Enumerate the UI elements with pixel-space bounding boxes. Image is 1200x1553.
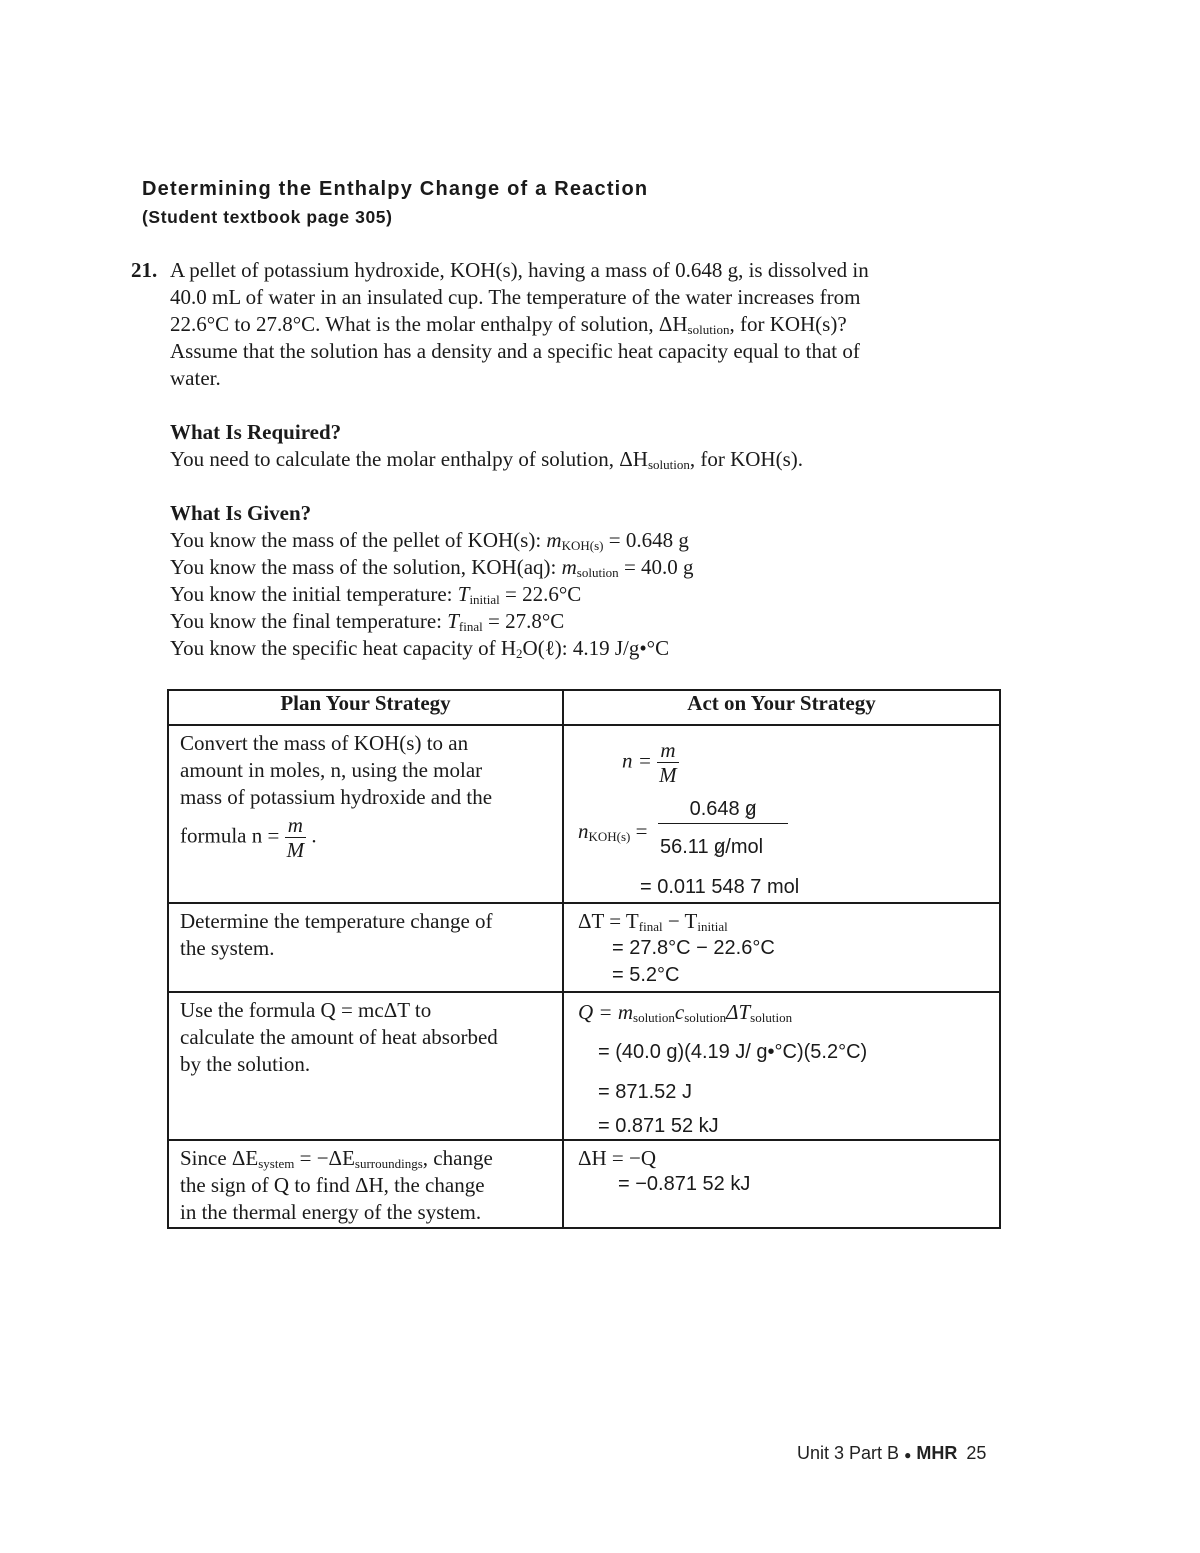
- publisher-brand: MHR: [916, 1443, 958, 1463]
- table-row: [168, 992, 1000, 1140]
- act-header: Act on Your Strategy: [563, 690, 1000, 725]
- plan-cell: Use the formula Q = mcΔT to calculate the amount of heat absorbed by the solution.: [168, 992, 563, 1140]
- act-cell: n = $\frac{m}{M}$ $n_{KOH(s)}$ = 0.648 g 56.11 g/mol = 0.011 548 7 mol: [563, 725, 1000, 903]
- question-text: [170, 257, 970, 662]
- table-row: [168, 1140, 1000, 1228]
- strategy-table: [167, 689, 1001, 1229]
- table-header-row: [168, 690, 1000, 725]
- given-item: You know the specific heat capacity of $H_2O(\ell)$: 4.19 J/g•°C: [170, 636, 670, 661]
- question-line-2: 40.0 mL of water in an insulated cup. The temperature of the water increases from: [170, 285, 861, 309]
- table-row: [168, 725, 1000, 903]
- given-item: You know the mass of the solution, KOH(aq): $m_{solution} = 40.0$ g: [170, 555, 694, 580]
- mass-over-molar-mass-fraction: $\frac{m}{M}$: [286, 813, 305, 862]
- section-heading: Determining the Enthalpy Change of a Reaction: [142, 178, 649, 200]
- required-text: You need to calculate the molar enthalpy of solution, $\Delta H_{solution}$, for KOH(s).: [170, 447, 803, 472]
- footer-bullet: ●: [904, 1448, 912, 1462]
- plan-cell: Since $\Delta E_{system} = -\Delta E_{surroundings}$, change the sign of Q to find ΔH, the change in the thermal energy of the system.: [168, 1140, 563, 1228]
- plan-cell: Determine the temperature change of the system.: [168, 903, 563, 992]
- given-item: You know the initial temperature: $T_{initial} = 22.6^\circ C$: [170, 582, 582, 607]
- given-title: What Is Given?: [170, 501, 312, 525]
- question-line-3: 22.6°C to 27.8°C. What is the molar enthalpy of solution, $\Delta H_{solution}$, for KOH(s)?: [170, 312, 847, 337]
- plan-header: Plan Your Strategy: [168, 690, 563, 725]
- textbook-reference: (Student textbook page 305): [142, 207, 393, 227]
- question-line-1: A pellet of potassium hydroxide, KOH(s), having a mass of 0.648 g, is dissolved in: [170, 258, 869, 282]
- given-item: You know the mass of the pellet of KOH(s): $m_{KOH(s)} = 0.648$ g: [170, 528, 689, 553]
- page-footer: Unit 3 Part B ● MHR 25: [797, 1443, 987, 1463]
- plan-cell: Convert the mass of KOH(s) to an amount in moles, n, using the molar mass of potassium hydroxide and the formula n = $\frac{m}{M}$ .: [168, 725, 563, 903]
- table-row: [168, 903, 1000, 992]
- act-cell: $\Delta T = T_{final} - T_{initial}$ = 27.8°C − 22.6°C = 5.2°C: [563, 903, 1000, 992]
- given-item: You know the final temperature: $T_{final} = 27.8^\circ C$: [170, 609, 565, 634]
- act-cell: ΔH = −Q = −0.871 52 kJ: [563, 1140, 1000, 1228]
- act-cell: $Q = m_{solution}c_{solution}\Delta T_{solution}$ = (40.0 g)(4.19 J/ g•°C)(5.2°C) = 871.52 J = 0.871 52 kJ: [563, 992, 1000, 1140]
- question-line-5: water.: [170, 366, 221, 390]
- question-number: 21.: [131, 258, 158, 282]
- question-line-4: Assume that the solution has a density and a specific heat capacity equal to that of: [170, 339, 860, 363]
- page-number: 25: [966, 1443, 987, 1463]
- required-title: What Is Required?: [170, 420, 342, 444]
